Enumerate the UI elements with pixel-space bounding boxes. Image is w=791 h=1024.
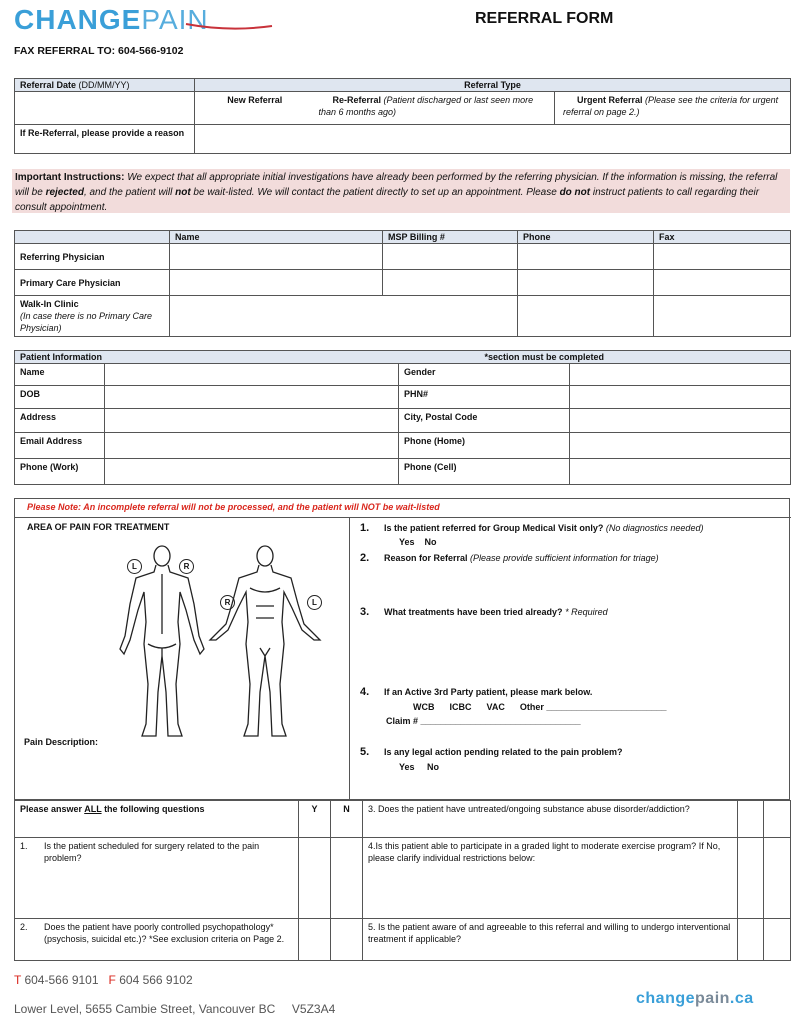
logo-pain-text: PAIN <box>141 4 209 35</box>
patient-phone-cell-label: Phone (Cell) <box>399 459 570 485</box>
r4-yes-box[interactable] <box>738 838 764 919</box>
form-title: REFERRAL FORM <box>475 10 614 27</box>
q4-options[interactable]: WCB ICBC VAC Other ________________________ <box>413 702 667 712</box>
patient-email-label: Email Address <box>15 433 105 459</box>
r3-no-box[interactable] <box>764 801 791 838</box>
primary-physician-label: Primary Care Physician <box>15 270 170 296</box>
logo <box>14 4 209 36</box>
patient-dob-label: DOB <box>15 386 105 409</box>
col-fax: Fax <box>654 231 791 244</box>
walkin-name-field[interactable] <box>170 296 518 337</box>
important-instructions: Important Instructions: We expect that all appropriate initial investigations have already been performed by the referring physician. If the information is missing, the referral will be rejected, and the patient will not be wait-listed. We will contact the patient directly to set up an appointment. Please do not instruct patients to call regarding their consult appointment. <box>12 169 790 213</box>
patient-phone-home-field[interactable] <box>570 433 791 459</box>
referring-msp-field[interactable] <box>383 244 518 270</box>
patient-city-field[interactable] <box>570 409 791 433</box>
body-diagram-icon[interactable] <box>110 544 330 744</box>
question-2: 2. Reason for Referral (Please provide sufficient information for triage) <box>360 552 659 564</box>
patient-info-header: Patient Information *section must be completed <box>15 351 791 364</box>
question-r4: 4.Is this patient able to participate in a graded light to moderate exercise program? If No, please clarify individual restrictions below: <box>363 838 738 919</box>
area-of-pain-title: AREA OF PAIN FOR TREATMENT <box>27 522 170 532</box>
l1-no-box[interactable] <box>331 838 363 919</box>
patient-phone-cell-field[interactable] <box>570 459 791 485</box>
l2-yes-box[interactable] <box>299 919 331 961</box>
physicians-corner <box>15 231 170 244</box>
patient-address-field[interactable] <box>105 409 399 433</box>
patient-dob-field[interactable] <box>105 386 399 409</box>
y-header: Y <box>299 801 331 838</box>
q1-options[interactable] <box>399 537 437 547</box>
patient-phn-field[interactable] <box>570 386 791 409</box>
back-right-marker: R <box>179 559 194 574</box>
patient-city-label: City, Postal Code <box>399 409 570 433</box>
referral-date-header: Referral Date (DD/MM/YY) <box>15 79 195 92</box>
col-name: Name <box>170 231 383 244</box>
patient-name-label: Name <box>15 364 105 386</box>
front-right-marker: R <box>220 595 235 610</box>
footer-contact <box>14 973 193 987</box>
footer-logo: changepain.ca <box>636 990 754 1007</box>
referring-physician-label: Referring Physician <box>15 244 170 270</box>
yn-lead: Please answer ALL the following questions <box>15 801 299 838</box>
col-msp: MSP Billing # <box>383 231 518 244</box>
walkin-fax-field[interactable] <box>654 296 791 337</box>
logo-swoosh-icon <box>184 22 274 34</box>
incomplete-note: Please Note: An incomplete referral will not be processed, and the patient will NOT be wait-listed <box>27 502 440 512</box>
physicians-table <box>14 230 791 337</box>
pain-vertical-divider <box>349 517 350 800</box>
re-referral-option[interactable]: Re-Referral (Patient discharged or last seen more than 6 months ago) <box>315 92 555 125</box>
question-4: 4. If an Active 3rd Party patient, please mark below. <box>360 686 593 698</box>
re-referral-reason-field[interactable] <box>195 125 791 154</box>
footer-f: F <box>108 973 116 987</box>
pain-section <box>14 498 790 800</box>
patient-phn-label: PHN# <box>399 386 570 409</box>
logo-change-text: CHANGE <box>14 4 142 35</box>
footer-phone: 604-566 9101 <box>21 973 99 987</box>
primary-msp-field[interactable] <box>383 270 518 296</box>
patient-phone-home-label: Phone (Home) <box>399 433 570 459</box>
l2-no-box[interactable] <box>331 919 363 961</box>
q5-yes[interactable]: Yes <box>399 762 415 772</box>
question-l1: 1. Is the patient scheduled for surgery related to the pain problem? <box>15 838 299 919</box>
front-left-marker: L <box>307 595 322 610</box>
walkin-phone-field[interactable] <box>518 296 654 337</box>
referring-name-field[interactable] <box>170 244 383 270</box>
new-referral-option[interactable]: New Referral <box>195 92 315 125</box>
patient-name-field[interactable] <box>105 364 399 386</box>
l1-yes-box[interactable] <box>299 838 331 919</box>
q5-options[interactable] <box>399 762 439 772</box>
urgent-referral-option[interactable]: Urgent Referral (Please see the criteria for urgent referral on page 2.) <box>555 92 791 125</box>
primary-name-field[interactable] <box>170 270 383 296</box>
r3-yes-box[interactable] <box>738 801 764 838</box>
back-left-marker: L <box>127 559 142 574</box>
referring-phone-field[interactable] <box>518 244 654 270</box>
question-3: 3. What treatments have been tried already? * Required <box>360 606 608 618</box>
footer-t: T <box>14 973 22 987</box>
referral-table <box>14 78 791 154</box>
question-5: 5. Is any legal action pending related to the pain problem? <box>360 746 623 758</box>
q5-no[interactable]: No <box>427 762 440 772</box>
patient-email-field[interactable] <box>105 433 399 459</box>
patient-info-table <box>14 350 791 485</box>
question-r5: 5. Is the patient aware of and agreeable to this referral and willing to undergo interventional treatment if applicable? <box>363 919 738 961</box>
referral-date-field[interactable] <box>15 92 195 125</box>
r4-no-box[interactable] <box>764 838 791 919</box>
pain-description-label: Pain Description: <box>24 737 99 747</box>
pain-divider <box>15 517 791 518</box>
n-header: N <box>331 801 363 838</box>
patient-gender-label: Gender <box>399 364 570 386</box>
r5-yes-box[interactable] <box>738 919 764 961</box>
r5-no-box[interactable] <box>764 919 791 961</box>
referral-type-header: Referral Type <box>195 79 791 92</box>
footer-address: Lower Level, 5655 Cambie Street, Vancouver BC V5Z3A4 <box>14 1002 336 1016</box>
primary-fax-field[interactable] <box>654 270 791 296</box>
patient-phone-work-field[interactable] <box>105 459 399 485</box>
patient-gender-field[interactable] <box>570 364 791 386</box>
q1-no[interactable]: No <box>424 537 437 547</box>
fax-referral: FAX REFERRAL TO: 604-566-9102 <box>14 45 184 57</box>
footer-fax: 604 566 9102 <box>115 973 193 987</box>
walkin-clinic-label: Walk-In Clinic (In case there is no Primary Care Physician) <box>15 296 170 337</box>
question-1: 1. Is the patient referred for Group Medical Visit only? (No diagnostics needed) <box>360 522 704 534</box>
q1-yes[interactable]: Yes <box>399 537 415 547</box>
col-phone: Phone <box>518 231 654 244</box>
question-r3: 3. Does the patient have untreated/ongoing substance abuse disorder/addiction? <box>363 801 738 838</box>
patient-phone-work-label: Phone (Work) <box>15 459 105 485</box>
re-referral-reason-label: If Re-Referral, please provide a reason <box>15 125 195 154</box>
referring-fax-field[interactable] <box>654 244 791 270</box>
yn-questions-table <box>14 800 791 961</box>
q4-claim[interactable]: Claim # ________________________________ <box>386 716 581 726</box>
primary-phone-field[interactable] <box>518 270 654 296</box>
patient-address-label: Address <box>15 409 105 433</box>
question-l2: 2. Does the patient have poorly controlled psychopathology* (psychosis, suicidal etc.)? *See exclusion criteria on Page 2. <box>15 919 299 961</box>
